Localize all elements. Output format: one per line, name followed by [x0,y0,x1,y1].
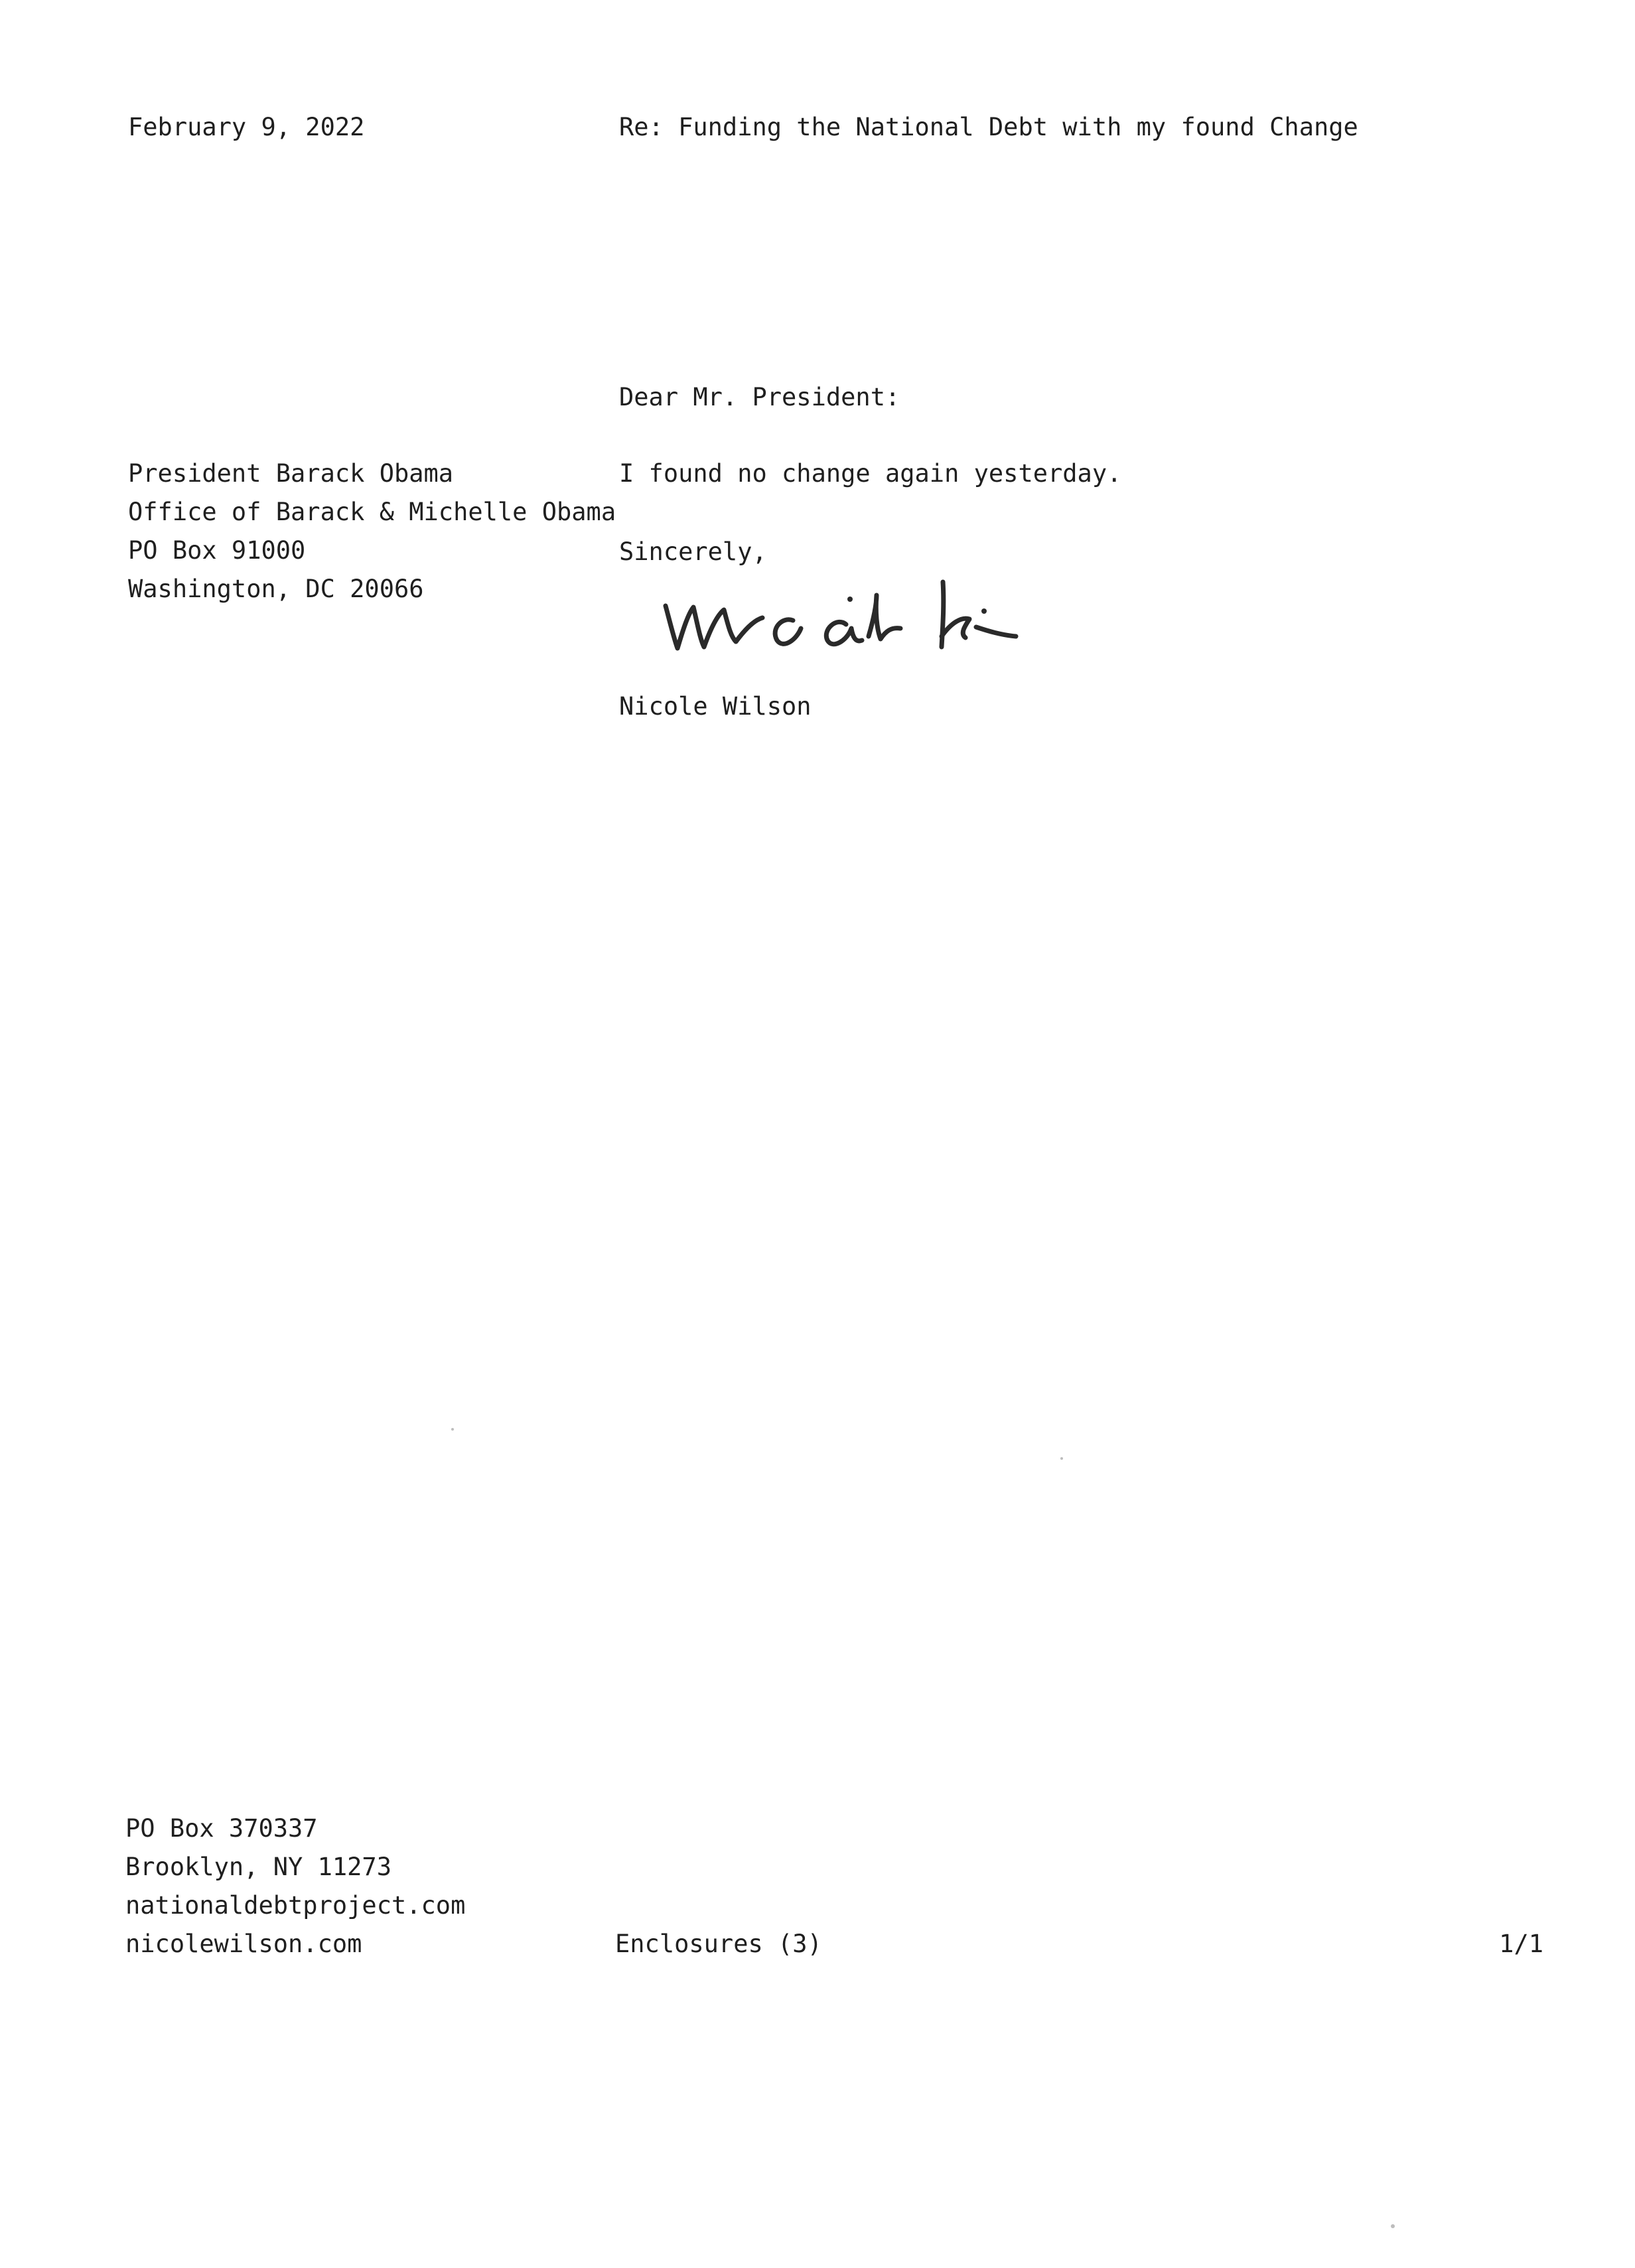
recipient-line: Washington, DC 20066 [128,575,424,603]
enclosures-note: Enclosures (3) [615,1930,822,1958]
letter-closing: Sincerely, [619,537,767,566]
letter-body: I found no change again yesterday. [619,459,1122,488]
recipient-line: PO Box 91000 [128,536,306,565]
signer-name: Nicole Wilson [619,692,812,721]
page-number: 1/1 [1499,1930,1543,1958]
scan-speck [1391,2224,1395,2228]
recipient-address [128,455,616,608]
sender-address-line: PO Box 370337 [125,1814,318,1843]
sender-website: nationaldebtproject.com [125,1891,466,1920]
letter-subject: Re: Funding the National Debt with my found Change [619,113,1358,141]
sender-address [125,1809,465,1963]
recipient-line: President Barack Obama [128,459,454,488]
scan-speck [451,1428,454,1431]
sender-website: nicolewilson.com [125,1930,362,1958]
sender-address-line: Brooklyn, NY 11273 [125,1853,391,1881]
recipient-line: Office of Barack & Michelle Obama [128,498,616,526]
scan-speck [1060,1457,1063,1460]
letter-salutation: Dear Mr. President: [619,383,900,411]
letter-date: February 9, 2022 [128,113,365,141]
handwritten-signature [654,567,1025,667]
